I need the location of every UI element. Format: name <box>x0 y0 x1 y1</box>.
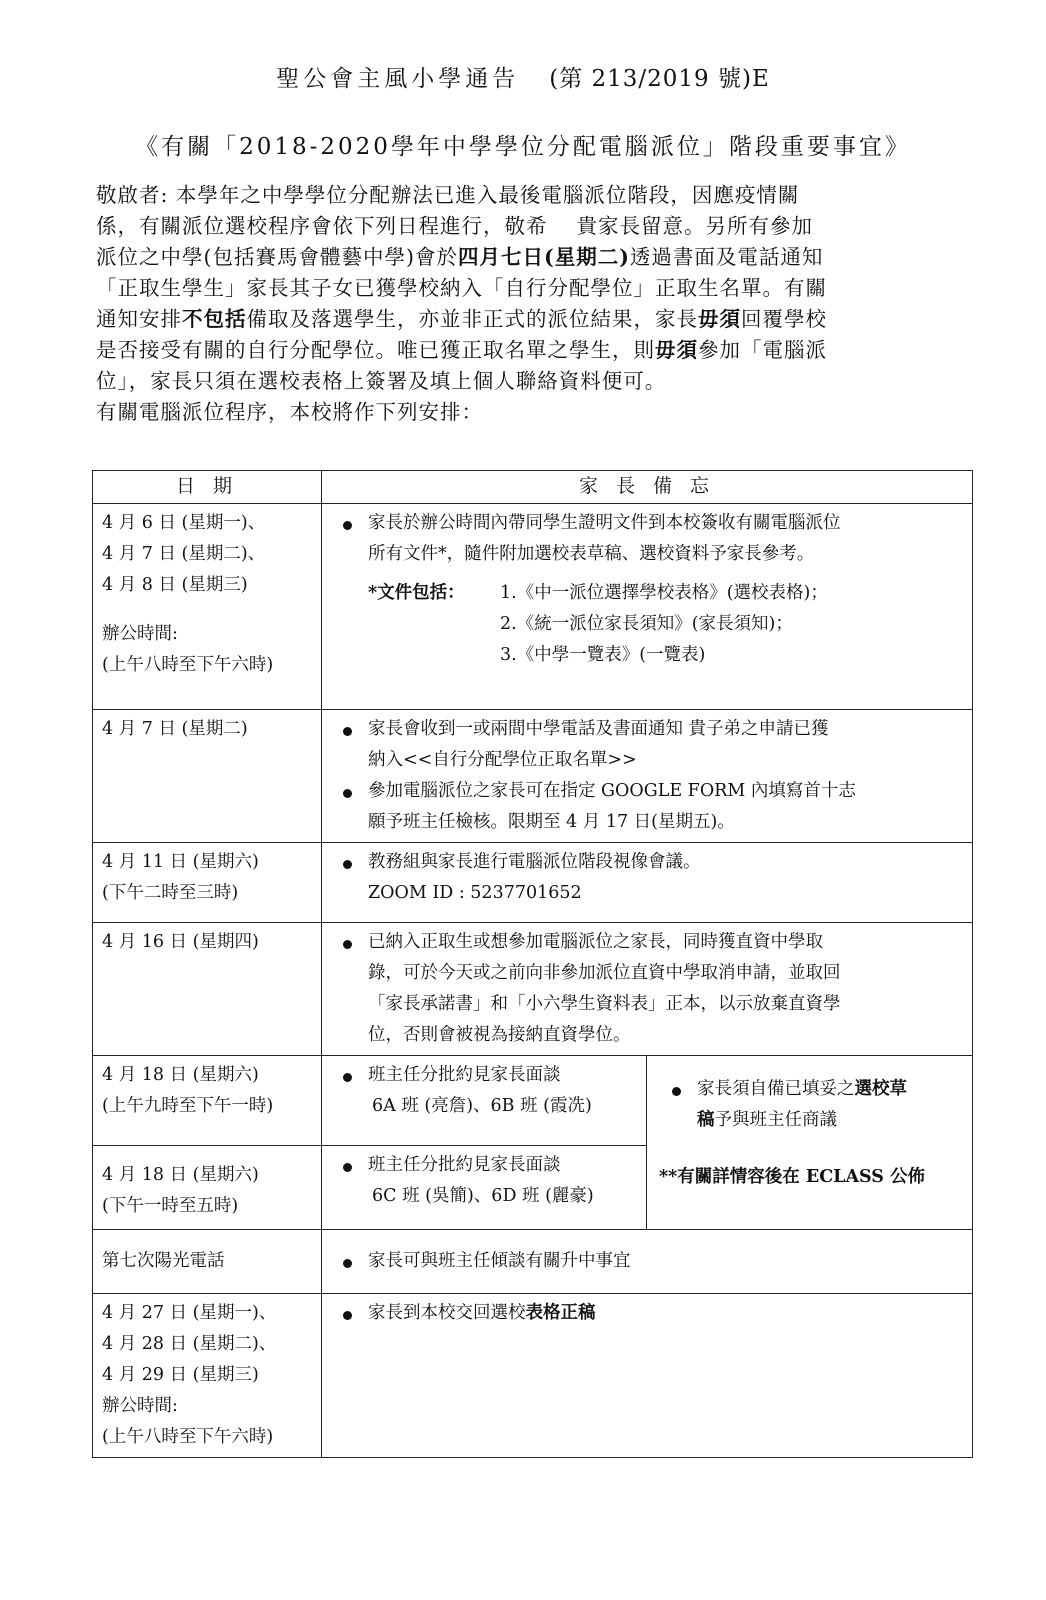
table-row <box>93 710 973 843</box>
memo-line: 「家長承諾書」和「小六學生資料表」正本，以示放棄直資學 <box>368 994 841 1014</box>
bullet-icon <box>343 727 352 736</box>
date-cell <box>93 1056 322 1146</box>
column-header-date: 日 期 <box>93 471 322 504</box>
memo-cell <box>322 1146 647 1230</box>
date-line: 4 月 18 日 (星期六) <box>102 1065 259 1085</box>
memo-text: 家長到本校交回選校 <box>368 1303 526 1323</box>
table-row <box>93 1294 973 1458</box>
document-item: 2.《統一派位家長須知》(家長須知)； <box>500 614 793 634</box>
intro-bold: 毋須 <box>698 307 741 331</box>
memo-cell <box>322 1230 973 1294</box>
date-cell <box>93 1230 322 1294</box>
date-cell <box>93 1146 322 1230</box>
intro-line: 「正取生學生」家長其子女已獲學校納入「自行分配學位」正取生名單。有關 <box>96 276 827 300</box>
date-line: (下午二時至三時) <box>102 883 239 903</box>
memo-bullet-item <box>330 927 964 1051</box>
memo-line <box>697 1074 962 1105</box>
memo-line: 參加電腦派位之家長可在指定 GOOGLE FORM 內填寫首十志 <box>368 781 856 801</box>
memo-cell <box>322 923 973 1056</box>
notice-reference: (第 213/2019 號)E <box>549 66 770 92</box>
bullet-icon <box>343 789 352 798</box>
intro-line: 係，有關派位選校程序會依下列日程進行，敬希 貴家長留意。另所有參加 <box>96 214 814 238</box>
date-line: 4 月 7 日 (星期二)、 <box>102 544 266 564</box>
eclass-note: **有關詳情容後在 ECLASS 公佈 <box>659 1167 926 1187</box>
memo-line: ZOOM ID : 5237701652 <box>368 883 582 903</box>
intro-text: 備取及落選學生，亦並非正式的派位結果，家長 <box>246 307 698 331</box>
date-line: 辦公時間: <box>102 624 178 644</box>
date-cell <box>93 504 322 710</box>
date-line: (下午一時至五時) <box>102 1196 239 1216</box>
intro-text: 回覆學校 <box>741 307 827 331</box>
date-line: 辦公時間: <box>102 1396 178 1416</box>
intro-bold: 毋須 <box>655 338 698 362</box>
date-line: 4 月 16 日 (星期四) <box>102 932 259 952</box>
memo-line: 家長會收到一或兩間中學電話及書面通知 貴子弟之申請已獲 <box>368 719 829 739</box>
intro-text: 通知安排 <box>96 307 182 331</box>
school-notice-title: 聖公會主風小學通告 <box>276 66 520 92</box>
intro-line <box>96 304 962 335</box>
memo-line: 班主任分批約見家長面談 <box>368 1065 561 1085</box>
intro-text: 派位之中學(包括賽馬會體藝中學)會於 <box>96 245 458 269</box>
memo-bullet-item <box>330 1060 638 1122</box>
memo-bullet-item <box>330 1246 964 1277</box>
date-line: 第七次陽光電話 <box>102 1251 225 1271</box>
date-cell <box>93 1294 322 1458</box>
memo-line: 班主任分批約見家長面談 <box>368 1155 561 1175</box>
bullet-icon <box>343 521 352 530</box>
bullet-icon <box>343 860 352 869</box>
memo-line: 6C 班 (吳簡)、6D 班 (麗豪) <box>372 1186 594 1206</box>
document-title: 《有關「2018-2020學年中學學位分配電腦派位」階段重要事宜》 <box>135 134 911 160</box>
memo-line: 錄，可於今天或之前向非參加派位直資中學取消申請，並取回 <box>368 963 841 983</box>
memo-line: 家長於辦公時間內帶同學生證明文件到本校簽收有關電腦派位 <box>368 513 841 533</box>
memo-bullet-item <box>330 508 964 570</box>
documents-label: *文件包括： <box>368 583 465 603</box>
memo-text: 予與班主任商議 <box>714 1110 837 1130</box>
memo-cell <box>322 504 973 710</box>
intro-line: 敬啟者: 本學年之中學學位分配辦法已進入最後電腦派位階段，因應疫情關 <box>96 183 800 207</box>
date-line: (上午八時至下午六時) <box>102 1427 274 1447</box>
bullet-icon <box>343 1259 352 1268</box>
memo-line: 納入<<自行分配學位正取名單>> <box>368 750 637 770</box>
intro-line: 有關電腦派位程序，本校將作下列安排： <box>96 400 483 424</box>
date-line: 4 月 7 日 (星期二) <box>102 719 248 739</box>
date-line: 4 月 8 日 (星期三) <box>102 575 248 595</box>
table-row <box>93 1230 973 1294</box>
table-row <box>93 843 973 923</box>
memo-bullet-item <box>330 714 964 776</box>
schedule-table <box>92 470 973 1458</box>
memo-cell <box>322 843 973 923</box>
memo-line <box>697 1105 962 1136</box>
bullet-icon <box>343 940 352 949</box>
date-line: 4 月 28 日 (星期二)、 <box>102 1334 277 1354</box>
intro-paragraph <box>96 180 962 428</box>
date-line: (上午八時至下午六時) <box>102 655 274 675</box>
memo-bullet-item <box>330 1150 638 1212</box>
memo-line: 家長可與班主任傾談有關升中事宜 <box>368 1251 631 1271</box>
memo-bullet-item <box>330 776 964 838</box>
memo-cell <box>322 710 973 843</box>
memo-bullet-item <box>659 1074 962 1136</box>
memo-line: 已納入正取生或想參加電腦派位之家長，同時獲直資中學取 <box>368 932 823 952</box>
date-cell <box>93 923 322 1056</box>
date-line: 4 月 29 日 (星期三) <box>102 1365 259 1385</box>
date-line: 4 月 27 日 (星期一)、 <box>102 1303 277 1323</box>
date-cell <box>93 843 322 923</box>
documents-list <box>330 578 964 671</box>
merged-memo-cell <box>647 1056 973 1230</box>
intro-line <box>96 335 962 366</box>
memo-cell <box>322 1294 973 1458</box>
intro-line: 位」，家長只須在選校表格上簽署及填上個人聯絡資料便可。 <box>96 369 667 393</box>
intro-text: 參加「電腦派 <box>698 338 827 362</box>
memo-line <box>368 1298 964 1329</box>
intro-bold-date: 四月七日(星期二) <box>458 245 630 269</box>
memo-line: 所有文件*，隨件附加選校表草稿、選校資料予家長參考。 <box>368 544 815 564</box>
memo-bold: 選校草 <box>854 1079 907 1099</box>
memo-bullet-item <box>330 847 964 909</box>
intro-bold: 不包括 <box>182 307 247 331</box>
bullet-icon <box>672 1087 681 1096</box>
bullet-icon <box>343 1163 352 1172</box>
memo-bullet-item <box>330 1298 964 1329</box>
memo-line: 位，否則會被視為接納直資學位。 <box>368 1025 631 1045</box>
column-header-memo: 家 長 備 忘 <box>322 471 973 504</box>
document-item: 3.《中學一覽表》(一覽表) <box>500 645 706 665</box>
intro-text: 透過書面及電話通知 <box>629 245 824 269</box>
memo-bold: 表格正稿 <box>525 1303 596 1323</box>
intro-line <box>96 242 962 273</box>
document-item: 1.《中一派位選擇學校表格》(選校表格)； <box>500 583 828 603</box>
table-header-row <box>93 471 973 504</box>
memo-bold: 稿 <box>697 1110 715 1130</box>
bullet-icon <box>343 1073 352 1082</box>
table-row <box>93 923 973 1056</box>
memo-line: 6A 班 (亮詹)、6B 班 (霞冼) <box>372 1096 592 1116</box>
intro-text: 是否接受有關的自行分配學位。唯已獲正取名單之學生，則 <box>96 338 655 362</box>
memo-text: 家長須自備已填妥之 <box>697 1079 855 1099</box>
bullet-icon <box>343 1311 352 1320</box>
table-row <box>93 504 973 710</box>
date-line: (上午九時至下午一時) <box>102 1096 274 1116</box>
memo-cell <box>322 1056 647 1146</box>
date-line: 4 月 6 日 (星期一)、 <box>102 513 266 533</box>
date-line: 4 月 11 日 (星期六) <box>102 852 259 872</box>
date-cell <box>93 710 322 843</box>
memo-line: 願予班主任檢核。限期至 4 月 17 日(星期五)。 <box>368 812 735 832</box>
notice-header <box>0 60 1046 93</box>
table-row <box>93 1056 973 1146</box>
date-line: 4 月 18 日 (星期六) <box>102 1165 259 1185</box>
memo-line: 教務組與家長進行電腦派位階段視像會議。 <box>368 852 701 872</box>
